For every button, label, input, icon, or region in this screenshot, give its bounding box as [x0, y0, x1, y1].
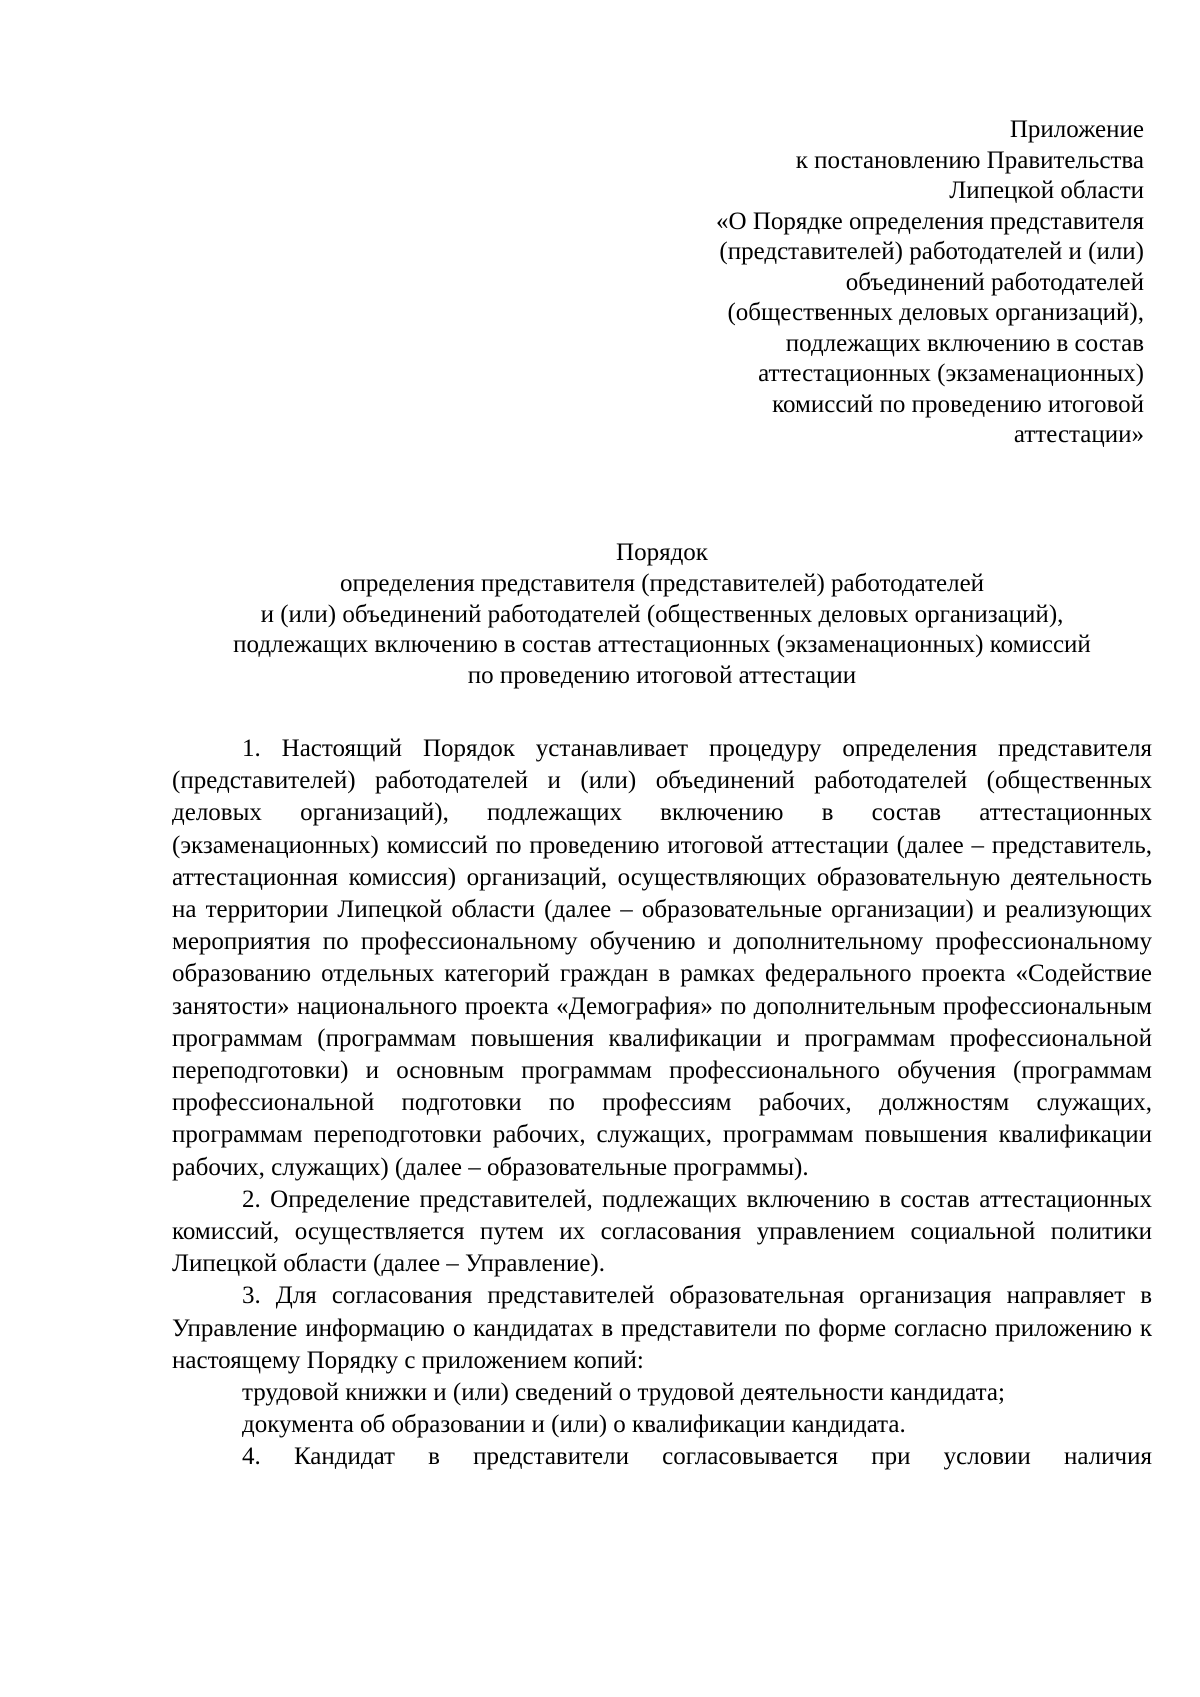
paragraph-3-item-1: трудовой книжки и (или) сведений о трудовой деятельности кандидата; — [242, 1379, 1005, 1407]
appendix-line: комиссий по проведению итоговой — [772, 390, 1144, 418]
appendix-line: «О Порядке определения представителя — [716, 207, 1144, 235]
appendix-line: аттестационных (экзаменационных) — [758, 360, 1144, 387]
paragraph-2: 2. Определение представителей, подлежащих включению в состав аттестационных комиссий, осуществляется путем их согласования управлением социальной политики Липецкой области (далее – Управление). — [172, 1185, 1152, 1278]
appendix-line: (представителей) работодателей и (или) — [719, 238, 1144, 265]
title-line: подлежащих включению в состав аттестационных (экзаменационных) комиссий — [233, 631, 1091, 659]
appendix-header — [544, 115, 1144, 451]
paragraph-4: 4. Кандидат в представители согласовывается при условии наличия — [242, 1443, 1152, 1471]
title-line: по проведению итоговой аттестации — [467, 662, 857, 690]
paragraph-1: 1. Настоящий Порядок устанавливает процедуру определения представителя (представителей) работодателей и (или) объединений работодателей (общественных деловых организаций), подлежащих включению в состав аттестационных (экзаменационных) комиссий по проведению итоговой аттестации (далее – представитель, аттестационная комиссия) организаций, осуществляющих образовательную деятельность на территории Липецкой области (далее – образовательные организации) и реализующих мероприятия по профессиональному обучению и дополнительному профессиональному образованию отдельных категорий граждан в рамках федерального проекта «Содействие занятости» национального проекта «Демография» по дополнительным профессиональным программам (программам повышения квалификации и программам профессиональной переподготовки) и основным программам профессионального обучения (программам профессиональной подготовки по профессиям рабочих, должностям служащих, программам переподготовки рабочих, служащих, программам повышения квалификации рабочих, служащих) (далее – образовательные программы). — [172, 735, 1152, 1181]
document-body — [172, 733, 1152, 1474]
title-line: Порядок — [616, 539, 708, 566]
title-line: и (или) объединений работодателей (общественных деловых организаций), — [260, 600, 1064, 628]
appendix-line: аттестации» — [1013, 421, 1144, 448]
title-line: определения представителя (представителей) работодателей — [339, 569, 985, 597]
paragraph-3-item-2: документа об образовании и (или) о квалификации кандидата. — [242, 1411, 906, 1439]
appendix-line: объединений работодателей — [845, 268, 1144, 296]
appendix-line: Липецкой области — [949, 177, 1144, 204]
appendix-line: подлежащих включению в состав — [785, 329, 1144, 357]
document-title — [172, 538, 1152, 692]
appendix-line: Приложение — [1009, 116, 1144, 143]
appendix-line: (общественных деловых организаций), — [727, 299, 1144, 326]
appendix-line: к постановлению Правительства — [795, 146, 1144, 174]
paragraph-3: 3. Для согласования представителей образовательная организация направляет в Управление информацию о кандидатах в представители по форме согласно приложению к настоящему Порядку с приложением копий: — [172, 1282, 1152, 1374]
